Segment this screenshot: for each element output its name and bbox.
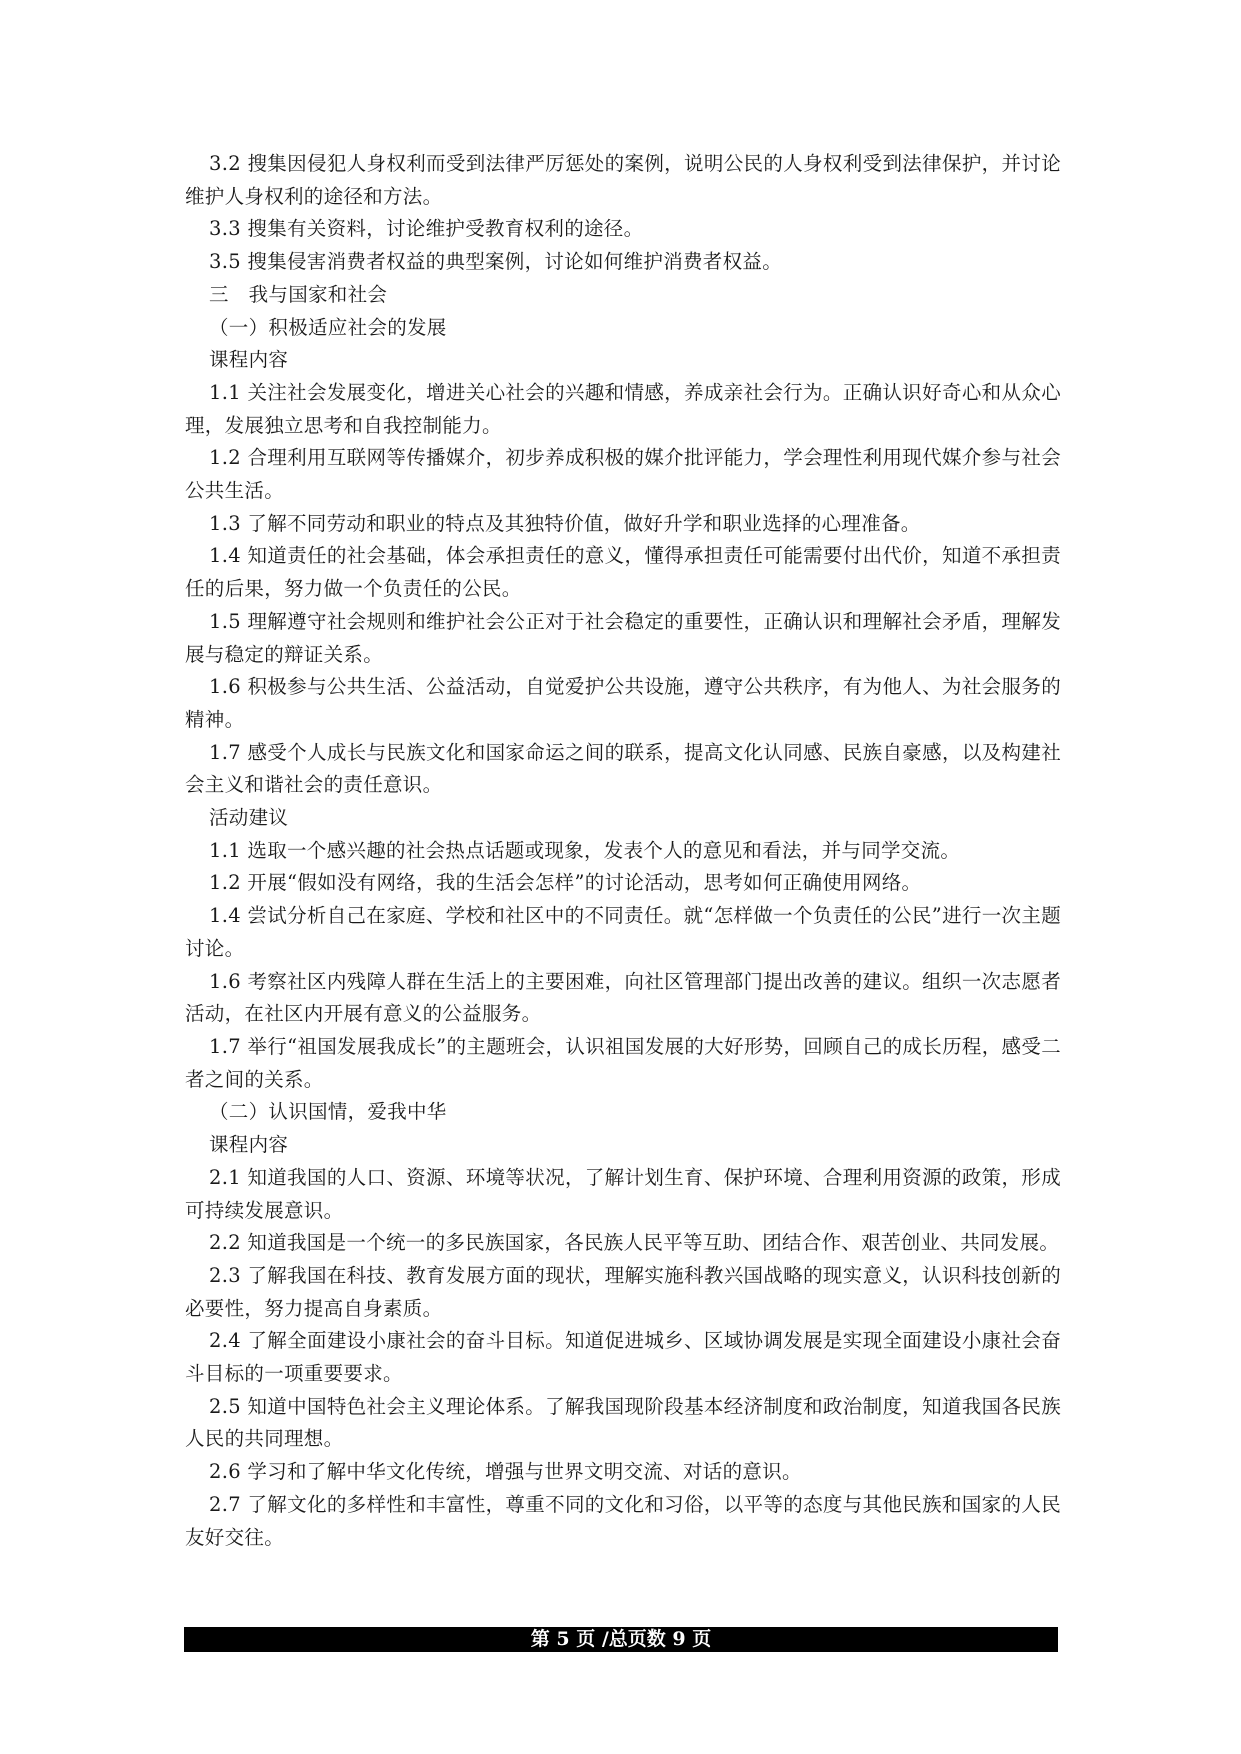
section-heading-3: 三 我与国家和社会 xyxy=(209,282,388,306)
paragraph-2-4: 2.4 了解全面建设小康社会的奋斗目标。知道促进城乡、区域协调发展是实现全面建设小康社会奋斗目标的一项重要要求。 xyxy=(185,1329,1061,1386)
page-footer xyxy=(184,1627,1058,1652)
paragraph-1-4: 1.4 知道责任的社会基础，体会承担责任的意义，懂得承担责任可能需要付出代价，知道不承担责任的后果，努力做一个负责任的公民。 xyxy=(185,544,1061,601)
activity-1-6: 1.6 考察社区内残障人群在生活上的主要困难，向社区管理部门提出改善的建议。组织一次志愿者活动，在社区内开展有意义的公益服务。 xyxy=(185,969,1061,1026)
activity-1-1: 1.1 选取一个感兴趣的社会热点话题或现象，发表个人的意见和看法，并与同学交流。 xyxy=(209,838,961,862)
paragraph-1-7: 1.7 感受个人成长与民族文化和国家命运之间的联系，提高文化认同感、民族自豪感，以及构建社会主义和谐社会的责任意识。 xyxy=(185,740,1061,797)
paragraph-2-3: 2.3 了解我国在科技、教育发展方面的现状，理解实施科教兴国战略的现实意义，认识科技创新的必要性，努力提高自身素质。 xyxy=(185,1263,1061,1320)
paragraph-3-5: 3.5 搜集侵害消费者权益的典型案例，讨论如何维护消费者权益。 xyxy=(209,250,783,274)
paragraph-2-7: 2.7 了解文化的多样性和丰富性，尊重不同的文化和习俗，以平等的态度与其他民族和国家的人民友好交往。 xyxy=(185,1492,1061,1549)
paragraph-3-2: 3.2 搜集因侵犯人身权利而受到法律严厉惩处的案例，说明公民的人身权利受到法律保护，并讨论维护人身权利的途径和方法。 xyxy=(185,152,1061,208)
course-content-heading-2: 课程内容 xyxy=(209,1133,289,1157)
course-content-heading: 课程内容 xyxy=(209,348,289,372)
paragraph-1-5: 1.5 理解遵守社会规则和维护社会公正对于社会稳定的重要性，正确认识和理解社会矛盾，理解发展与稳定的辩证关系。 xyxy=(185,609,1061,666)
document-body xyxy=(185,148,1061,1554)
paragraph-1-1: 1.1 关注社会发展变化，增进关心社会的兴趣和情感，养成亲社会行为。正确认识好奇心和从众心理，发展独立思考和自我控制能力。 xyxy=(185,380,1061,437)
paragraph-1-6: 1.6 积极参与公共生活、公益活动，自觉爱护公共设施，遵守公共秩序，有为他人、为社会服务的精神。 xyxy=(185,675,1061,731)
subsection-heading-2: （二）认识国情，爱我中华 xyxy=(209,1100,447,1124)
subsection-heading-1: （一）积极适应社会的发展 xyxy=(209,315,447,339)
paragraph-1-2: 1.2 合理利用互联网等传播媒介，初步养成积极的媒介批评能力，学会理性利用现代媒介参与社会公共生活。 xyxy=(185,446,1061,503)
activity-1-4: 1.4 尝试分析自己在家庭、学校和社区中的不同责任。就“怎样做一个负责任的公民”进行一次主题讨论。 xyxy=(185,904,1061,960)
paragraph-3-3: 3.3 搜集有关资料，讨论维护受教育权利的途径。 xyxy=(209,217,644,241)
activity-suggestion-heading: 活动建议 xyxy=(209,806,289,830)
activity-1-7: 1.7 举行“祖国发展我成长”的主题班会，认识祖国发展的大好形势，回顾自己的成长历程，感受二者之间的关系。 xyxy=(185,1034,1061,1091)
activity-1-2: 1.2 开展“假如没有网络，我的生活会怎样”的讨论活动，思考如何正确使用网络。 xyxy=(209,871,922,895)
paragraph-2-2: 2.2 知道我国是一个统一的多民族国家，各民族人民平等互助、团结合作、艰苦创业、共同发展。 xyxy=(209,1231,1060,1255)
paragraph-2-6: 2.6 学习和了解中华文化传统，增强与世界文明交流、对话的意识。 xyxy=(209,1460,802,1484)
paragraph-2-1: 2.1 知道我国的人口、资源、环境等状况，了解计划生育、保护环境、合理利用资源的政策，形成可持续发展意识。 xyxy=(185,1165,1061,1222)
paragraph-1-3: 1.3 了解不同劳动和职业的特点及其独特价值，做好升学和职业选择的心理准备。 xyxy=(209,511,921,535)
page-number-label: 第 5 页 /总页数 9 页 xyxy=(530,1628,712,1650)
paragraph-2-5: 2.5 知道中国特色社会主义理论体系。了解我国现阶段基本经济制度和政治制度，知道我国各民族人民的共同理想。 xyxy=(185,1394,1061,1451)
